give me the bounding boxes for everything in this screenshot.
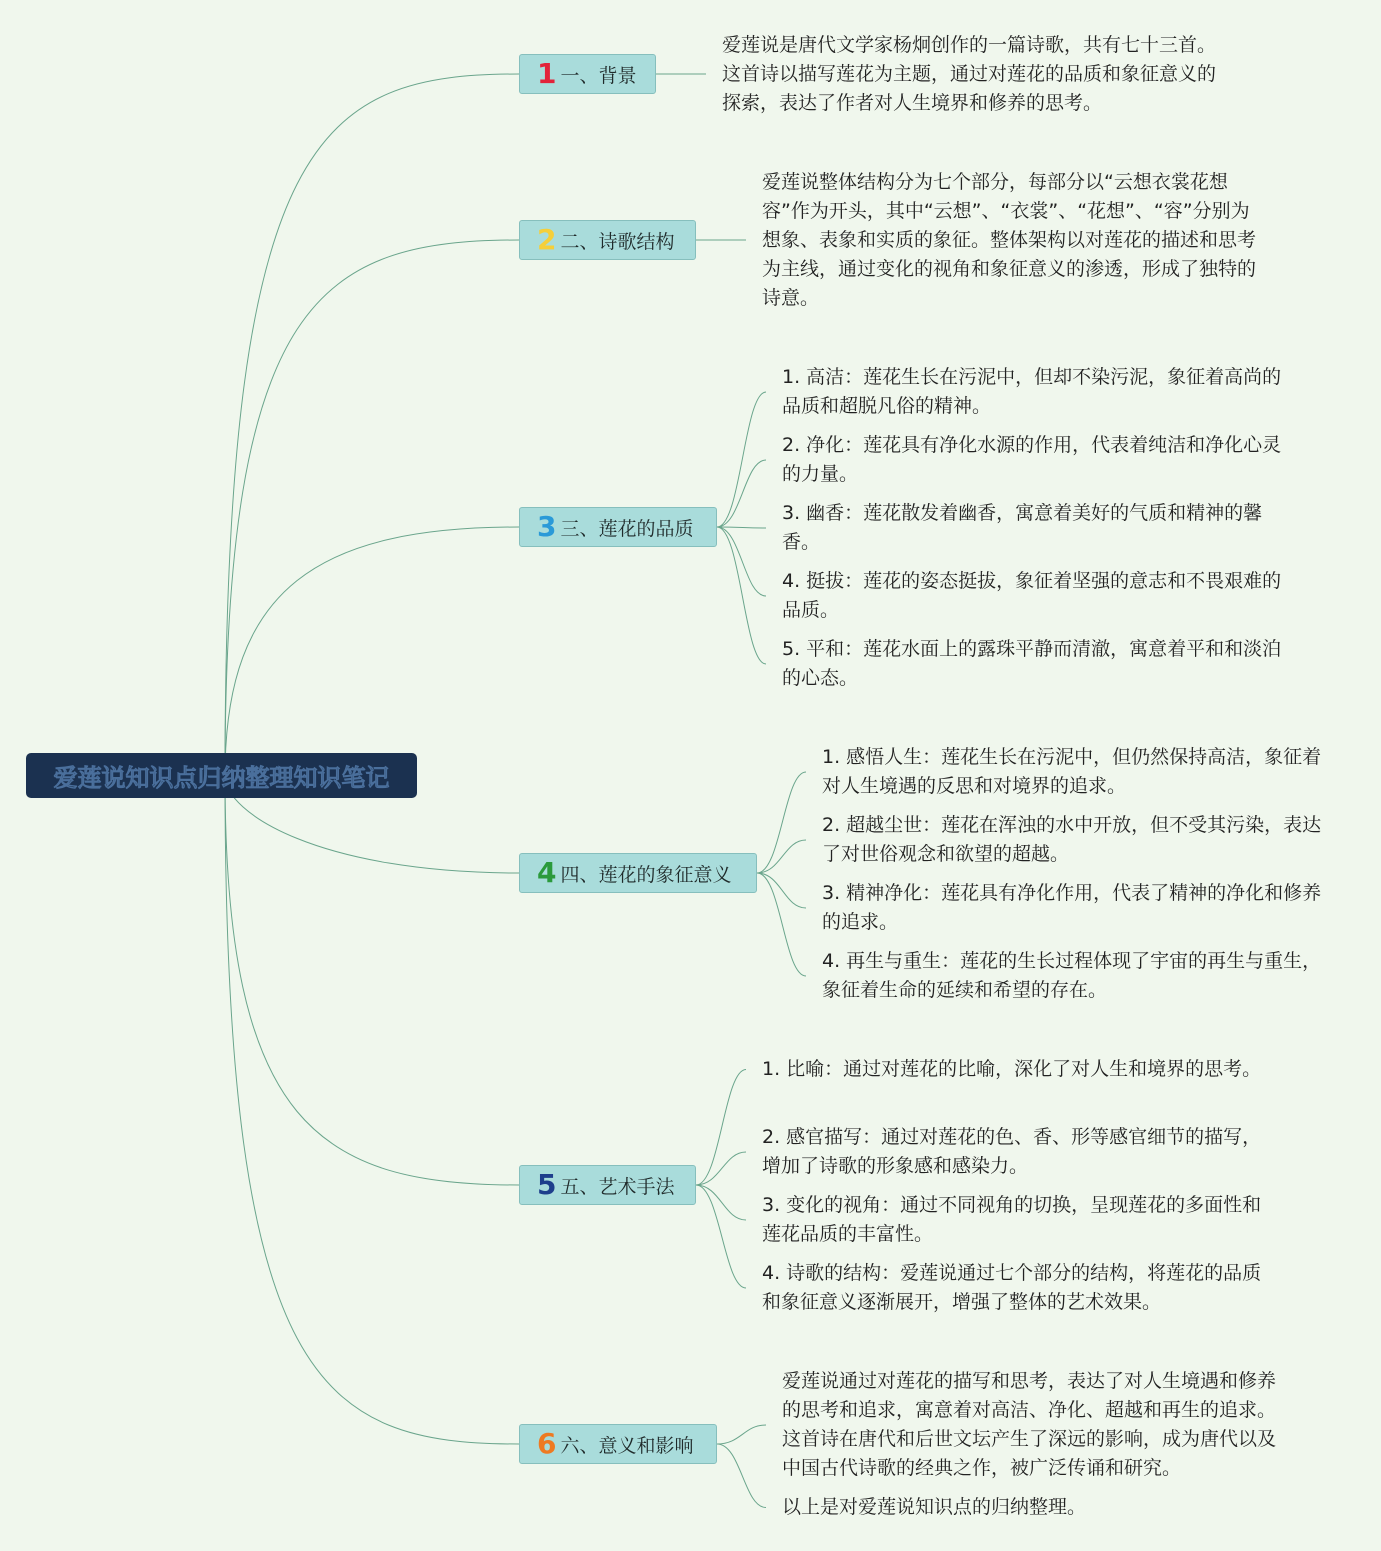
root-to-branch-connector-6 (225, 776, 519, 1444)
branch-to-leaf-connector (717, 1425, 766, 1444)
leaf-technique-structure[interactable]: 4. 诗歌的结构：爱莲说通过七个部分的结构，将莲花的品质和象征意义逐渐展开，增强了整体的艺术效果。 (762, 1262, 1262, 1313)
root-topic[interactable]: 爱莲说知识点归纳整理知识笔记 (26, 753, 417, 798)
branch-significance[interactable] (519, 1424, 717, 1464)
branch-to-leaf-connector (696, 1185, 746, 1288)
leaf-quality-cleansing[interactable]: 2. 净化：莲花具有净化水源的作用，代表着纯洁和净化心灵的力量。 (782, 434, 1282, 485)
branch-poem-structure[interactable] (519, 220, 696, 260)
leaf-quality-upright[interactable]: 4. 挺拔：莲花的姿态挺拔，象征着坚强的意志和不畏艰难的品质。 (782, 570, 1282, 621)
leaf-summary-text[interactable]: 以上是对爱莲说知识点的归纳整理。 (782, 1496, 1087, 1518)
root-to-branch-connector-3 (225, 527, 519, 776)
branch-label: 四、莲花的象征意义 (560, 863, 732, 886)
branch-to-leaf-connector (717, 460, 766, 527)
leaf-symbol-transcend[interactable]: 2. 超越尘世：莲花在浑浊的水中开放，但不受其污染，表达了对世俗观念和欲望的超越。 (822, 814, 1322, 865)
root-to-branch-connector-2 (225, 240, 519, 776)
leaf-symbol-life[interactable]: 1. 感悟人生：莲花生长在污泥中，但仍然保持高洁，象征着对人生境遇的反思和对境界的追求。 (822, 746, 1322, 797)
branch-artistic-techniques[interactable] (519, 1165, 696, 1205)
branch-number-3: 3 (537, 510, 557, 543)
branch-number-5: 5 (537, 1168, 557, 1201)
leaf-symbol-spirit[interactable]: 3. 精神净化：莲花具有净化作用，代表了精神的净化和修养的追求。 (822, 882, 1322, 933)
branch-number-1: 1 (537, 57, 557, 90)
leaf-quality-peace[interactable]: 5. 平和：莲花水面上的露珠平静而清澈，寓意着平和和淡泊的心态。 (782, 638, 1282, 689)
branch-to-leaf-connector (717, 527, 766, 596)
branch-to-leaf-connector (717, 392, 766, 527)
leaf-technique-perspective[interactable]: 3. 变化的视角：通过不同视角的切换，呈现莲花的多面性和莲花品质的丰富性。 (762, 1194, 1262, 1245)
root-to-branch-connector-5 (225, 776, 519, 1185)
branch-to-leaf-connector (696, 1185, 746, 1220)
leaf-structure-text[interactable]: 爱莲说整体结构分为七个部分，每部分以“云想衣裳花想容”作为开头，其中“云想”、“衣裳”、“花想”、“容”分别为想象、表象和实质的象征。整体架构以对莲花的描述和思考为主线，通过变化的视角和象征意义的渗透，形成了独特的诗意。 (762, 171, 1257, 309)
branch-number-4: 4 (537, 856, 557, 889)
branch-to-leaf-connector (757, 873, 806, 908)
branch-to-leaf-connector (757, 840, 806, 873)
leaf-quality-purity[interactable]: 1. 高洁：莲花生长在污泥中，但却不染污泥，象征着高尚的品质和超脱凡俗的精神。 (782, 366, 1282, 417)
leaf-technique-sensory[interactable]: 2. 感官描写：通过对莲花的色、香、形等感官细节的描写，增加了诗歌的形象感和感染力。 (762, 1126, 1262, 1177)
branch-label: 一、背景 (560, 64, 637, 87)
branch-lotus-qualities[interactable] (519, 507, 717, 547)
branch-label: 五、艺术手法 (560, 1175, 675, 1198)
branch-background[interactable] (519, 54, 656, 94)
leaf-significance-text[interactable]: 爱莲说通过对莲花的描写和思考，表达了对人生境遇和修养的思考和追求，寓意着对高洁、净化、超越和再生的追求。这首诗在唐代和后世文坛产生了深远的影响，成为唐代以及中国古代诗歌的经典之作，被广泛传诵和研究。 (782, 1370, 1277, 1479)
branch-symbolism[interactable] (519, 853, 757, 893)
branch-number-6: 6 (537, 1427, 557, 1460)
leaf-background-text[interactable]: 爱莲说是唐代文学家杨炯创作的一篇诗歌，共有七十三首。这首诗以描写莲花为主题，通过对莲花的品质和象征意义的探索，表达了作者对人生境界和修养的思考。 (722, 34, 1217, 114)
leaf-quality-fragrance[interactable]: 3. 幽香：莲花散发着幽香，寓意着美好的气质和精神的馨香。 (782, 502, 1263, 553)
branch-to-leaf-connector (717, 1444, 766, 1508)
branch-label: 二、诗歌结构 (560, 230, 675, 253)
branch-to-leaf-connector (717, 527, 766, 664)
branch-label: 三、莲花的品质 (560, 517, 694, 540)
branch-label: 六、意义和影响 (560, 1434, 694, 1457)
branch-to-leaf-connector (696, 1070, 746, 1186)
branch-to-leaf-connector (757, 873, 806, 976)
branch-number-2: 2 (537, 223, 557, 256)
leaf-technique-metaphor[interactable]: 1. 比喻：通过对莲花的比喻，深化了对人生和境界的思考。 (762, 1058, 1262, 1080)
branch-to-leaf-connector (717, 527, 766, 528)
root-to-branch-connector-1 (225, 74, 519, 776)
leaf-symbol-rebirth[interactable]: 4. 再生与重生：莲花的生长过程体现了宇宙的再生与重生，象征着生命的延续和希望的存在。 (822, 950, 1322, 1001)
